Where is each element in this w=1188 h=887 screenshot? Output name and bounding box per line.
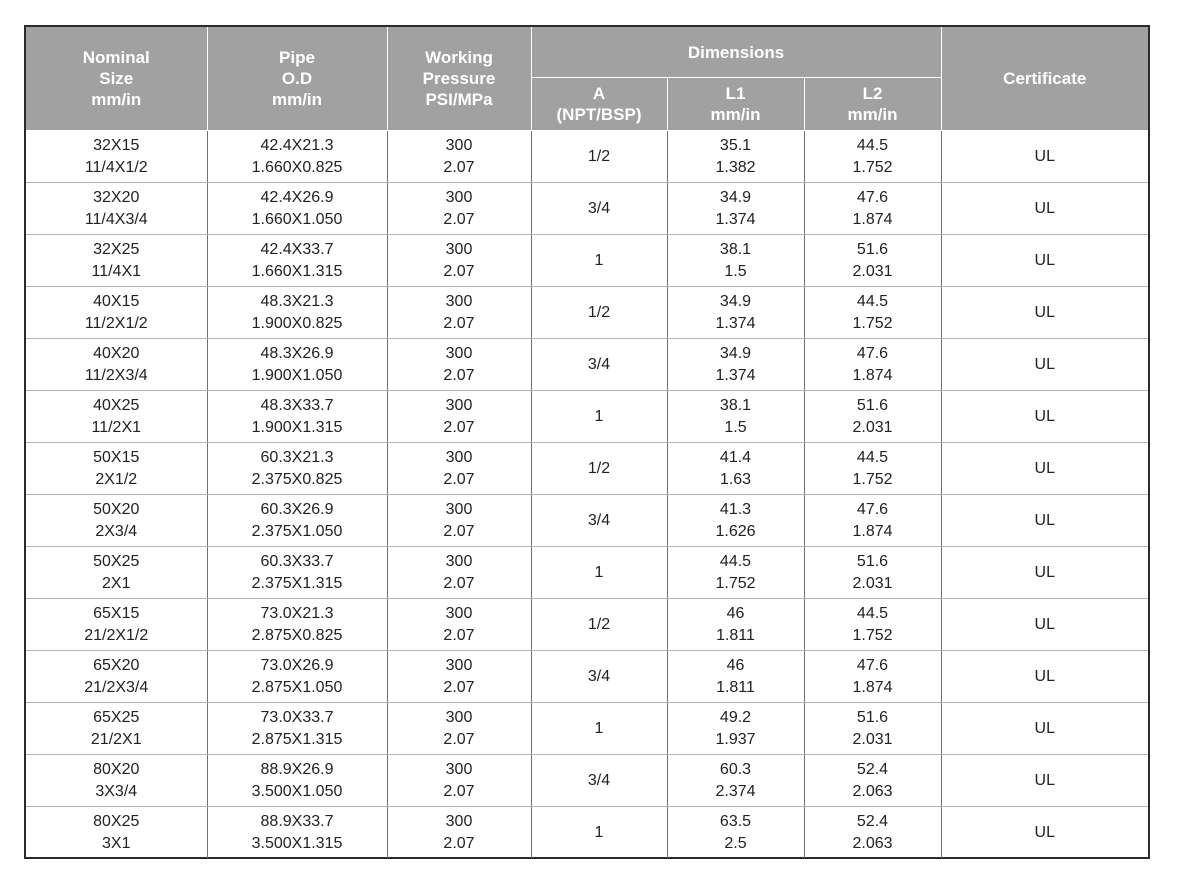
cell-a-npt-bsp: 1/2	[531, 599, 667, 651]
cell-nominal-size-line: 11/4X1/2	[84, 158, 148, 176]
cell-l2	[804, 703, 941, 755]
cell-l1-line: 38.1	[719, 396, 752, 414]
cell-pipe-od	[207, 235, 387, 287]
cell-nominal-size	[26, 599, 207, 651]
cell-l1	[667, 235, 804, 287]
cell-nominal-size-line: 21/2X1/2	[84, 626, 149, 644]
cell-l1-line: 34.9	[719, 344, 752, 362]
cell-certificate: UL	[941, 235, 1148, 287]
cell-pipe-od-line: 60.3X26.9	[260, 500, 334, 518]
cell-working-pressure-line: 300	[445, 448, 473, 466]
cell-nominal-size-line: 2X3/4	[95, 522, 138, 540]
cell-pipe-od	[207, 287, 387, 339]
header-l1	[667, 78, 804, 131]
cell-a-npt-bsp: 1	[531, 547, 667, 599]
cell-l2-line: 51.6	[856, 552, 889, 570]
cell-l1	[667, 547, 804, 599]
cell-l1-line: 1.374	[715, 210, 756, 228]
cell-l1-line: 41.3	[719, 500, 752, 518]
cell-pipe-od	[207, 339, 387, 391]
cell-working-pressure-line: 2.07	[443, 210, 475, 228]
cell-nominal-size-line: 3X1	[102, 834, 131, 852]
cell-nominal-size	[26, 703, 207, 755]
cell-pipe-od	[207, 755, 387, 807]
cell-l2-line: 44.5	[856, 292, 889, 310]
cell-pipe-od-line: 2.375X1.050	[251, 522, 343, 540]
cell-working-pressure	[387, 599, 531, 651]
cell-working-pressure	[387, 651, 531, 703]
cell-l1-line: 44.5	[719, 552, 752, 570]
cell-pipe-od-line: 73.0X26.9	[260, 656, 334, 674]
cell-nominal-size	[26, 495, 207, 547]
cell-nominal-size	[26, 651, 207, 703]
cell-l2-line: 1.874	[852, 678, 893, 696]
cell-l1-line: 1.937	[715, 730, 756, 748]
table-row	[26, 651, 1148, 703]
cell-l2	[804, 807, 941, 859]
cell-pipe-od	[207, 495, 387, 547]
cell-nominal-size	[26, 131, 207, 183]
table-row	[26, 287, 1148, 339]
cell-l1-line: 1.626	[715, 522, 756, 540]
cell-nominal-size-line: 65X15	[93, 604, 140, 622]
header-dimensions: Dimensions	[531, 27, 941, 78]
header-pipe-od	[207, 27, 387, 131]
cell-nominal-size-line: 50X20	[93, 500, 140, 518]
cell-pipe-od-line: 1.900X1.050	[251, 366, 343, 384]
cell-l2	[804, 547, 941, 599]
cell-working-pressure-line: 2.07	[443, 158, 475, 176]
cell-nominal-size-line: 50X25	[93, 552, 140, 570]
cell-nominal-size-line: 65X25	[93, 708, 140, 726]
specification-table-frame	[24, 25, 1150, 859]
cell-working-pressure-line: 300	[445, 136, 473, 154]
cell-l1-line: 1.63	[719, 470, 752, 488]
table-row	[26, 599, 1148, 651]
header-nominal-size	[26, 27, 207, 131]
cell-l2-line: 47.6	[856, 188, 889, 206]
cell-l2-line: 1.874	[852, 522, 893, 540]
cell-l2	[804, 443, 941, 495]
cell-a-npt-bsp: 3/4	[531, 755, 667, 807]
cell-nominal-size-line: 11/2X1/2	[84, 314, 148, 332]
cell-working-pressure-line: 2.07	[443, 522, 475, 540]
table-row	[26, 391, 1148, 443]
cell-l2	[804, 599, 941, 651]
cell-working-pressure-line: 300	[445, 396, 473, 414]
cell-l1-line: 38.1	[719, 240, 752, 258]
cell-l1-line: 46	[726, 604, 745, 622]
cell-l1-line: 34.9	[719, 188, 752, 206]
cell-pipe-od	[207, 183, 387, 235]
cell-l2	[804, 495, 941, 547]
cell-certificate: UL	[941, 183, 1148, 235]
cell-nominal-size	[26, 443, 207, 495]
cell-nominal-size-line: 65X20	[93, 656, 140, 674]
table-row	[26, 495, 1148, 547]
cell-certificate: UL	[941, 495, 1148, 547]
cell-l1-line: 35.1	[719, 136, 752, 154]
cell-l2-line: 1.752	[852, 470, 893, 488]
cell-a-npt-bsp: 1	[531, 235, 667, 287]
cell-working-pressure-line: 2.07	[443, 314, 475, 332]
cell-l2-line: 47.6	[856, 656, 889, 674]
cell-pipe-od	[207, 443, 387, 495]
header-nominal-line: mm/in	[91, 90, 142, 109]
cell-l2-line: 44.5	[856, 448, 889, 466]
cell-pipe-od	[207, 599, 387, 651]
cell-working-pressure	[387, 495, 531, 547]
cell-l1	[667, 131, 804, 183]
cell-l1	[667, 651, 804, 703]
cell-nominal-size-line: 11/4X1	[91, 262, 142, 280]
cell-pipe-od-line: 1.900X0.825	[251, 314, 343, 332]
cell-pipe-od-line: 2.375X0.825	[251, 470, 343, 488]
cell-working-pressure-line: 300	[445, 656, 473, 674]
cell-pipe-od-line: 88.9X26.9	[260, 760, 334, 778]
cell-l2	[804, 651, 941, 703]
table-row	[26, 547, 1148, 599]
cell-pipe-od-line: 73.0X21.3	[260, 604, 334, 622]
header-l2	[804, 78, 941, 131]
cell-working-pressure-line: 300	[445, 708, 473, 726]
cell-pipe-od	[207, 131, 387, 183]
cell-working-pressure-line: 300	[445, 500, 473, 518]
cell-working-pressure	[387, 443, 531, 495]
cell-nominal-size	[26, 547, 207, 599]
header-a-npt-bsp	[531, 78, 667, 131]
cell-pipe-od-line: 48.3X26.9	[260, 344, 334, 362]
header-working-line: Pressure	[422, 69, 496, 88]
cell-l2	[804, 339, 941, 391]
cell-l2	[804, 183, 941, 235]
cell-l2-line: 51.6	[856, 240, 889, 258]
header-certificate: Certificate	[941, 27, 1148, 131]
cell-nominal-size	[26, 287, 207, 339]
cell-working-pressure-line: 300	[445, 240, 473, 258]
cell-certificate: UL	[941, 339, 1148, 391]
cell-pipe-od-line: 3.500X1.050	[251, 782, 343, 800]
cell-l2	[804, 755, 941, 807]
cell-certificate: UL	[941, 703, 1148, 755]
table-row	[26, 443, 1148, 495]
cell-l2-line: 51.6	[856, 708, 889, 726]
cell-pipe-od-line: 88.9X33.7	[260, 812, 334, 830]
cell-l2-line: 44.5	[856, 604, 889, 622]
cell-l1-line: 1.5	[724, 418, 747, 436]
cell-l1	[667, 339, 804, 391]
cell-working-pressure	[387, 131, 531, 183]
cell-pipe-od-line: 2.875X1.315	[251, 730, 343, 748]
cell-a-npt-bsp: 1	[531, 703, 667, 755]
cell-working-pressure-line: 300	[445, 344, 473, 362]
cell-nominal-size-line: 3X3/4	[95, 782, 138, 800]
cell-pipe-od-line: 60.3X33.7	[260, 552, 334, 570]
cell-l2-line: 44.5	[856, 136, 889, 154]
cell-l1-line: 1.5	[724, 262, 747, 280]
cell-nominal-size-line: 11/2X3/4	[84, 366, 148, 384]
cell-certificate: UL	[941, 547, 1148, 599]
cell-l2-line: 1.752	[852, 314, 893, 332]
table-row	[26, 755, 1148, 807]
cell-nominal-size-line: 32X15	[93, 136, 140, 154]
table-header	[26, 27, 1148, 131]
cell-working-pressure-line: 2.07	[443, 782, 475, 800]
table-row	[26, 703, 1148, 755]
cell-pipe-od-line: 73.0X33.7	[260, 708, 334, 726]
cell-nominal-size	[26, 391, 207, 443]
cell-working-pressure-line: 300	[445, 552, 473, 570]
cell-pipe-od	[207, 391, 387, 443]
cell-l2-line: 52.4	[856, 760, 889, 778]
cell-l2	[804, 235, 941, 287]
cell-l2-line: 51.6	[856, 396, 889, 414]
cell-pipe-od-line: 3.500X1.315	[251, 834, 343, 852]
table-row	[26, 807, 1148, 859]
cell-working-pressure	[387, 339, 531, 391]
cell-a-npt-bsp: 3/4	[531, 651, 667, 703]
cell-working-pressure-line: 2.07	[443, 626, 475, 644]
cell-pipe-od	[207, 651, 387, 703]
cell-l2	[804, 131, 941, 183]
cell-l1-line: 41.4	[719, 448, 752, 466]
cell-l2	[804, 391, 941, 443]
cell-l1-line: 2.374	[715, 782, 756, 800]
cell-nominal-size-line: 2X1/2	[95, 470, 138, 488]
cell-pipe-od-line: 2.875X1.050	[251, 678, 343, 696]
cell-nominal-size-line: 21/2X3/4	[84, 678, 149, 696]
cell-nominal-size-line: 40X20	[93, 344, 140, 362]
header-l1-line: mm/in	[710, 105, 761, 124]
cell-working-pressure-line: 300	[445, 188, 473, 206]
cell-pipe-od-line: 48.3X21.3	[260, 292, 334, 310]
cell-l1-line: 49.2	[719, 708, 752, 726]
cell-l2-line: 2.063	[852, 782, 893, 800]
table-body	[26, 131, 1148, 859]
cell-working-pressure-line: 2.07	[443, 470, 475, 488]
cell-l1	[667, 183, 804, 235]
cell-working-pressure-line: 2.07	[443, 262, 475, 280]
cell-l1	[667, 443, 804, 495]
cell-l1	[667, 703, 804, 755]
cell-l2-line: 52.4	[856, 812, 889, 830]
cell-pipe-od-line: 1.660X0.825	[251, 158, 343, 176]
cell-certificate: UL	[941, 443, 1148, 495]
header-a-line: A	[592, 84, 606, 103]
cell-nominal-size	[26, 235, 207, 287]
cell-nominal-size-line: 21/2X1	[90, 730, 142, 748]
cell-nominal-size-line: 2X1	[102, 574, 131, 592]
cell-working-pressure-line: 300	[445, 760, 473, 778]
header-l1-line: L1	[725, 84, 746, 103]
cell-certificate: UL	[1034, 823, 1055, 841]
cell-working-pressure-line: 300	[445, 292, 473, 310]
cell-l2-line: 2.031	[852, 730, 893, 748]
cell-l2-line: 1.752	[852, 158, 893, 176]
cell-a-npt-bsp: 3/4	[531, 183, 667, 235]
table-row	[26, 235, 1148, 287]
cell-nominal-size	[26, 807, 207, 859]
cell-working-pressure	[387, 807, 531, 859]
cell-working-pressure-line: 300	[445, 604, 473, 622]
cell-l2-line: 2.031	[852, 574, 893, 592]
cell-pipe-od	[207, 703, 387, 755]
cell-nominal-size-line: 40X25	[93, 396, 140, 414]
cell-l1-line: 1.752	[715, 574, 756, 592]
specification-table	[26, 27, 1148, 858]
cell-l1-line: 1.811	[716, 626, 755, 644]
cell-l2-line: 47.6	[856, 344, 889, 362]
cell-l2-line: 1.874	[852, 366, 893, 384]
cell-pipe-od-line: 1.900X1.315	[251, 418, 343, 436]
cell-l1-line: 46	[726, 656, 745, 674]
cell-l1-line: 1.382	[715, 158, 756, 176]
cell-certificate: UL	[941, 755, 1148, 807]
header-l2-line: mm/in	[847, 105, 898, 124]
cell-a-npt-bsp: 1	[531, 391, 667, 443]
cell-nominal-size	[26, 183, 207, 235]
header-pipe-line: O.D	[281, 69, 313, 88]
cell-pipe-od-line: 1.660X1.315	[251, 262, 343, 280]
cell-pipe-od-line: 42.4X33.7	[260, 240, 334, 258]
cell-working-pressure-line: 2.07	[443, 678, 475, 696]
cell-a-npt-bsp: 1/2	[531, 287, 667, 339]
header-nominal-line: Nominal	[82, 48, 150, 67]
cell-nominal-size-line: 40X15	[93, 292, 140, 310]
header-nominal-line: Size	[99, 69, 134, 88]
header-pipe-line: mm/in	[271, 90, 323, 109]
header-a-line: (NPT/BSP)	[556, 105, 642, 124]
cell-working-pressure	[387, 703, 531, 755]
cell-pipe-od	[207, 547, 387, 599]
cell-pipe-od-line: 48.3X33.7	[260, 396, 334, 414]
cell-certificate: UL	[941, 391, 1148, 443]
cell-l1	[667, 287, 804, 339]
cell-working-pressure-line: 2.07	[443, 366, 475, 384]
cell-l1	[667, 391, 804, 443]
header-pipe-line: Pipe	[279, 48, 315, 67]
cell-l1-line: 1.374	[715, 314, 756, 332]
cell-a-npt-bsp: 3/4	[531, 495, 667, 547]
cell-l1	[667, 599, 804, 651]
cell-pipe-od-line: 42.4X21.3	[260, 136, 334, 154]
cell-working-pressure-line: 2.07	[443, 730, 475, 748]
cell-working-pressure-line: 2.07	[443, 574, 475, 592]
cell-l1-line: 1.811	[716, 678, 755, 696]
cell-nominal-size	[26, 755, 207, 807]
cell-working-pressure	[387, 287, 531, 339]
cell-certificate: UL	[941, 131, 1148, 183]
cell-a-npt-bsp: 1/2	[531, 443, 667, 495]
cell-l1-line: 1.374	[715, 366, 756, 384]
table-row	[26, 183, 1148, 235]
cell-nominal-size	[26, 339, 207, 391]
cell-working-pressure	[387, 391, 531, 443]
cell-nominal-size-line: 11/4X3/4	[84, 210, 148, 228]
cell-pipe-od-line: 1.660X1.050	[251, 210, 343, 228]
cell-working-pressure	[387, 547, 531, 599]
cell-a-npt-bsp: 1	[531, 807, 667, 859]
cell-l2-line: 1.752	[852, 626, 893, 644]
cell-working-pressure-line: 2.07	[443, 418, 475, 436]
cell-l1-line: 60.3	[719, 760, 752, 778]
cell-a-npt-bsp: 3/4	[531, 339, 667, 391]
cell-pipe-od-line: 2.375X1.315	[251, 574, 343, 592]
cell-l2-line: 1.874	[852, 210, 893, 228]
cell-working-pressure	[387, 183, 531, 235]
cell-pipe-od-line: 2.875X0.825	[251, 626, 343, 644]
cell-l1	[667, 807, 804, 859]
cell-working-pressure-line: 2.07	[443, 834, 475, 852]
cell-l2-line: 2.063	[852, 834, 893, 852]
cell-working-pressure-line: 300	[445, 812, 473, 830]
cell-working-pressure	[387, 235, 531, 287]
cell-certificate: UL	[941, 287, 1148, 339]
cell-nominal-size-line: 50X15	[93, 448, 140, 466]
header-working-pressure	[387, 27, 531, 131]
cell-nominal-size-line: 32X25	[93, 240, 140, 258]
cell-pipe-od-line: 42.4X26.9	[260, 188, 334, 206]
header-working-line: PSI/MPa	[425, 90, 493, 109]
table-row	[26, 339, 1148, 391]
header-working-line: Working	[425, 48, 493, 67]
cell-l1	[667, 755, 804, 807]
cell-l2-line: 2.031	[852, 262, 893, 280]
cell-nominal-size-line: 32X20	[93, 188, 140, 206]
cell-l2	[804, 287, 941, 339]
cell-l2-line: 47.6	[856, 500, 889, 518]
cell-nominal-size-line: 80X25	[93, 812, 140, 830]
cell-l2-line: 2.031	[852, 418, 893, 436]
cell-working-pressure	[387, 755, 531, 807]
cell-pipe-od-line: 60.3X21.3	[260, 448, 334, 466]
cell-certificate: UL	[941, 599, 1148, 651]
cell-nominal-size-line: 80X20	[93, 760, 140, 778]
cell-l1-line: 63.5	[719, 812, 752, 830]
cell-l1-line: 34.9	[719, 292, 752, 310]
cell-l1-line: 2.5	[724, 834, 747, 852]
cell-l1	[667, 495, 804, 547]
table-row	[26, 131, 1148, 183]
cell-pipe-od	[207, 807, 387, 859]
cell-certificate: UL	[941, 651, 1148, 703]
header-l2-line: L2	[862, 84, 883, 103]
cell-a-npt-bsp: 1/2	[531, 131, 667, 183]
cell-nominal-size-line: 11/2X1	[91, 418, 142, 436]
